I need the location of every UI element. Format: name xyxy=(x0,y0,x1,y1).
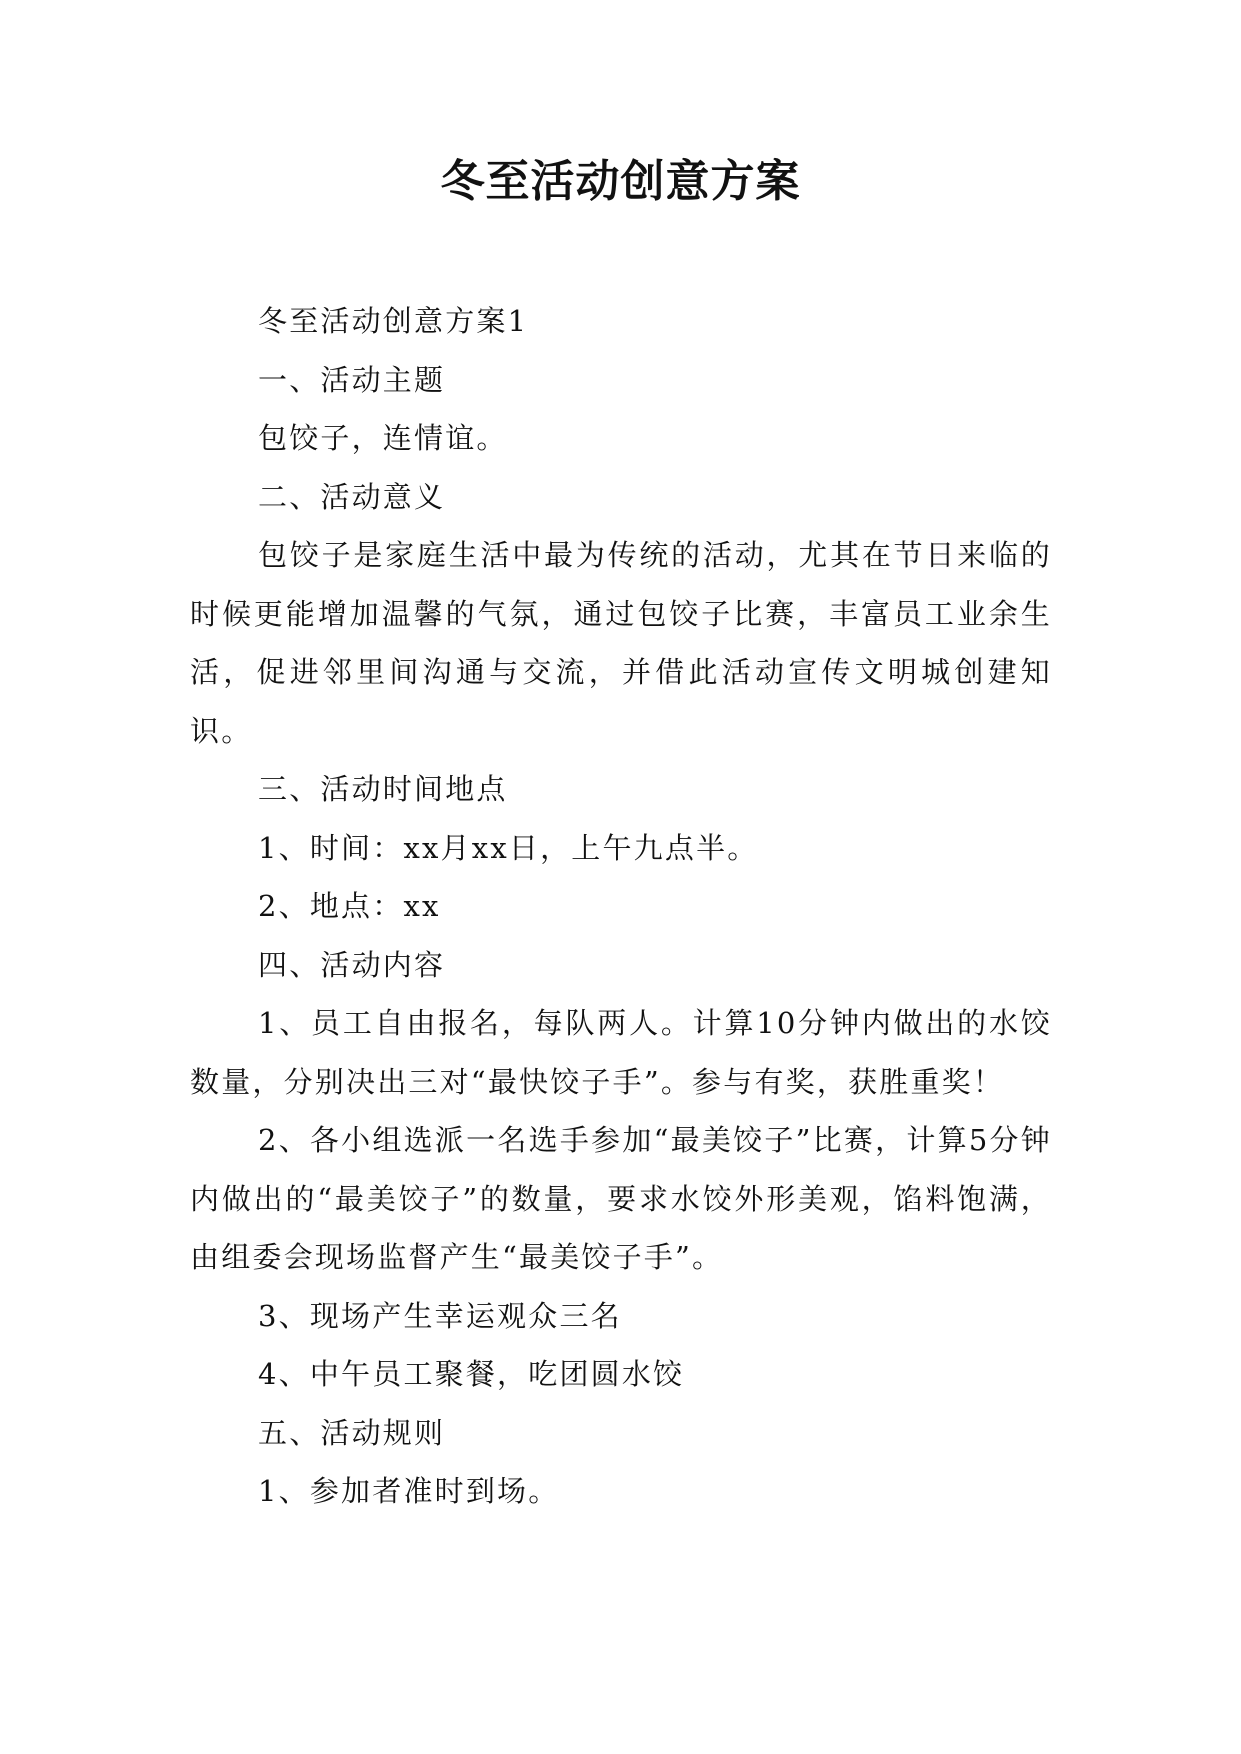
list-item: 1、员工自由报名，每队两人。计算10分钟内做出的水饺数量，分别决出三对“最快饺子手”。参与有奖，获胜重奖！ xyxy=(190,1006,1052,1099)
paragraph: 包饺子，连情谊。 xyxy=(258,421,508,455)
list-item: 4、中午员工聚餐，吃团圆水饺 xyxy=(258,1357,685,1391)
heading-activity-significance: 二、活动意义 xyxy=(258,479,446,514)
list-item: 3、现场产生幸运观众三名 xyxy=(258,1298,622,1333)
paragraph: 包饺子是家庭生活中最为传统的活动，尤其在节日来临的时候更能增加温馨的气氛，通过包饺子比赛，丰富员工业余生活，促进邻里间沟通与交流，并借此活动宣传文明城创建知识。 xyxy=(190,538,1052,748)
list-item: 2、各小组选派一名选手参加“最美饺子”比赛，计算5分钟内做出的“最美饺子”的数量，要求水饺外形美观，馅料饱满，由组委会现场监督产生“最美饺子手”。 xyxy=(190,1123,1052,1274)
section-subtitle: 冬至活动创意方案1 xyxy=(258,304,529,338)
heading-time-location: 三、活动时间地点 xyxy=(258,772,508,806)
heading-activity-theme: 一、活动主题 xyxy=(258,362,446,397)
heading-activity-content: 四、活动内容 xyxy=(258,947,446,982)
list-item: 1、参加者准时到场。 xyxy=(258,1474,560,1508)
list-item: 2、地点：xx xyxy=(258,889,441,923)
document-title: 冬至活动创意方案 xyxy=(440,156,801,207)
document-body xyxy=(190,292,1052,1521)
heading-activity-rules: 五、活动规则 xyxy=(258,1415,446,1450)
list-item: 1、时间：xx月xx日，上午九点半。 xyxy=(258,830,759,865)
